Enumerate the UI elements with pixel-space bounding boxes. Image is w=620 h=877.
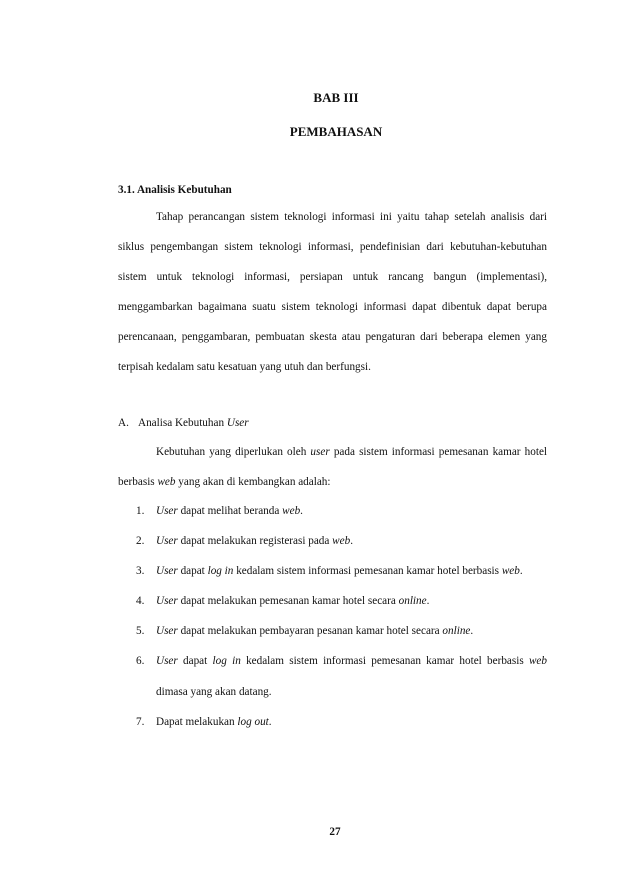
requirements-list bbox=[136, 496, 547, 737]
list-item bbox=[136, 707, 547, 737]
list-item-text: . bbox=[300, 505, 303, 517]
list-item-number: 2. bbox=[136, 535, 145, 548]
subsection-italic: User bbox=[226, 417, 249, 429]
subsection-marker: A. bbox=[118, 417, 129, 429]
subsection-heading bbox=[118, 408, 547, 438]
list-item-italic: log in bbox=[207, 565, 234, 578]
list-item-text: . bbox=[470, 625, 474, 638]
list-item-italic: User bbox=[156, 655, 178, 668]
list-item-text: dimasa yang akan datang. bbox=[156, 685, 272, 698]
list-item-text: Dapat melakukan bbox=[156, 715, 235, 728]
intro-paragraph: Tahap perancangan sistem teknologi informasi ini yaitu tahap setelah analisis dari siklus pengembangan sistem teknologi informasi, pendefinisian dari kebutuhan-kebutuhan sistem untuk teknologi informasi, persiapan untuk rancang bangun (implementasi), menggambarkan bagaimana suatu sistem teknologi informasi dapat dibentuk dapat berupa perencanaan, penggambaran, pembuatan skesta atau pengaturan dari beberapa elemen yang terpisah kedalam satu kesatuan yang utuh dan berfungsi. bbox=[118, 211, 547, 374]
list-item-text: . bbox=[426, 595, 430, 608]
list-item-italic: log in bbox=[212, 655, 241, 668]
list-item-italic: web bbox=[528, 655, 547, 668]
list-item-italic: log out bbox=[237, 715, 269, 728]
list-item-number: 6. bbox=[136, 655, 145, 668]
section-heading: 3.1. Analisis Kebutuhan bbox=[118, 184, 232, 196]
list-item-text: . bbox=[519, 565, 523, 578]
list-item-italic: User bbox=[156, 505, 178, 517]
list-item-number: 5. bbox=[136, 625, 145, 638]
sub-paragraph-text-1: Kebutuhan yang diperlukan oleh bbox=[156, 446, 307, 458]
list-item-italic: User bbox=[156, 565, 178, 578]
list-item-italic: online bbox=[442, 625, 471, 638]
list-item bbox=[136, 616, 547, 646]
list-item-italic: User bbox=[156, 595, 178, 608]
list-item bbox=[136, 526, 547, 556]
chapter-title: PEMBAHASAN bbox=[289, 124, 383, 139]
list-item-text: dapat melakukan registerasi pada bbox=[180, 535, 330, 548]
list-item-text: . bbox=[350, 535, 353, 548]
sub-paragraph-italic-2: web bbox=[157, 476, 176, 489]
list-item-text: kedalam sistem informasi pemesanan kamar hotel berbasis bbox=[246, 655, 524, 668]
list-item-italic: online bbox=[398, 595, 427, 608]
list-item-number: 3. bbox=[136, 565, 145, 578]
list-item-text: dapat melihat beranda bbox=[180, 505, 280, 517]
list-item bbox=[136, 556, 547, 586]
sub-paragraph-text-2: pada sistem informasi pemesanan kamar hotel berbasis bbox=[118, 446, 548, 489]
chapter-number: BAB III bbox=[313, 90, 359, 105]
list-item-text: dapat bbox=[180, 565, 205, 578]
list-item-number: 4. bbox=[136, 595, 145, 608]
list-item bbox=[136, 496, 547, 526]
page-number: 27 bbox=[329, 826, 341, 838]
subsection-text: Analisa Kebutuhan bbox=[138, 417, 225, 429]
list-item-italic: web bbox=[282, 505, 301, 517]
list-item-text: dapat melakukan pemesanan kamar hotel secara bbox=[180, 595, 396, 608]
list-item-text: dapat bbox=[183, 655, 208, 668]
list-item-text: dapat melakukan pembayaran pesanan kamar hotel secara bbox=[180, 625, 440, 638]
list-item-text: kedalam sistem informasi pemesanan kamar hotel berbasis bbox=[236, 565, 500, 578]
list-item-italic: web bbox=[332, 535, 351, 548]
sub-paragraph-text-3: yang akan di kembangkan adalah: bbox=[178, 476, 331, 489]
sub-paragraph-italic-1: user bbox=[310, 446, 330, 458]
list-item-italic: web bbox=[501, 565, 520, 578]
list-item bbox=[136, 586, 547, 616]
list-item-number: 7. bbox=[136, 715, 145, 728]
list-item-italic: User bbox=[156, 535, 178, 548]
list-item bbox=[136, 646, 547, 706]
subsection-paragraph bbox=[118, 437, 547, 497]
list-item-number: 1. bbox=[136, 505, 145, 517]
list-item-text: . bbox=[268, 715, 272, 728]
list-item-italic: User bbox=[156, 625, 178, 638]
